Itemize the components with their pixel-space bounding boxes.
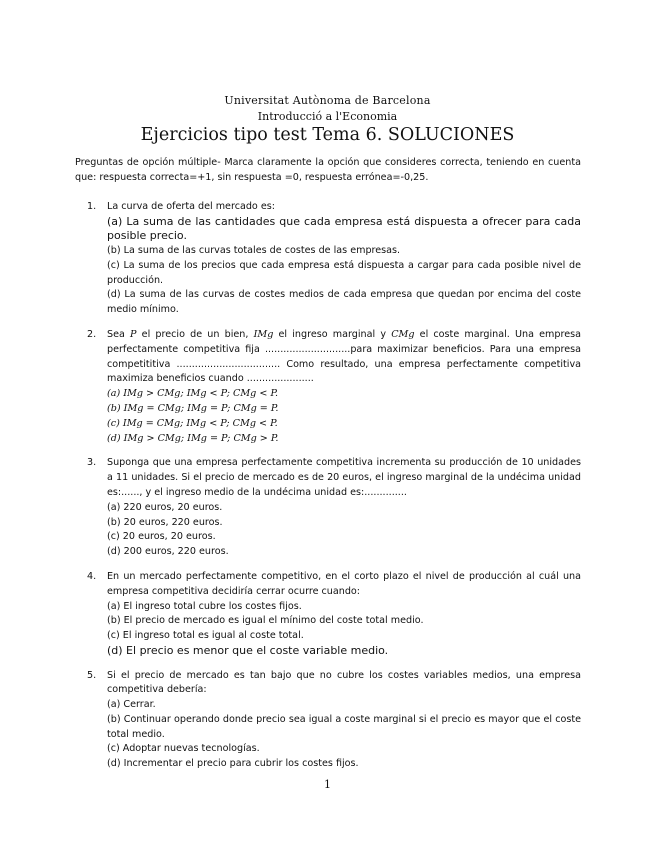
page-number: 1 xyxy=(324,778,331,791)
option-c: (c) 20 euros, 20 euros. xyxy=(107,531,216,543)
math-symbol: CMg xyxy=(391,328,415,340)
question-stem: Si el precio de mercado es tan bajo que no cubre los costes variables medios, una empresa competitiva debería: xyxy=(107,669,581,696)
stem-text: el precio de un bien, xyxy=(136,328,254,340)
question-stem: Suponga que una empresa perfectamente competitiva incrementa su producción de 10 unidades a 11 unidades. Si el precio de mercado es de 20 euros, el ingreso marginal de la undécima unidad es:......, y el ingreso medio de la undécima unidad es:.............. xyxy=(107,457,581,498)
math-symbol: P xyxy=(130,328,137,340)
university-name: Universitat Autònoma de Barcelona xyxy=(224,94,431,107)
option-b: (b) 20 euros, 220 euros. xyxy=(107,516,223,528)
course-name: Introducció a l'Economia xyxy=(257,110,398,123)
question-stem xyxy=(107,328,581,387)
option-a: (a) 220 euros, 20 euros. xyxy=(107,501,223,513)
option-d: (d) 200 euros, 220 euros. xyxy=(107,546,229,558)
option-a: (a) El ingreso total cubre los costes fijos. xyxy=(107,600,302,612)
option-a: (a) IMg > CMg; IMg < P; CMg < P. xyxy=(107,388,279,400)
question-1 xyxy=(75,200,581,318)
question-5 xyxy=(75,669,581,773)
question-list xyxy=(75,200,581,782)
option-a: (a) Cerrar. xyxy=(107,699,156,711)
option-d: (d) IMg > CMg; IMg = P; CMg > P. xyxy=(107,432,279,444)
stem-text: Sea xyxy=(107,328,131,340)
question-3 xyxy=(75,456,581,560)
option-b: (b) El precio de mercado es igual el mínimo del coste total medio. xyxy=(107,615,424,627)
option-c: (c) IMg = CMg; IMg < P; CMg < P. xyxy=(107,417,278,429)
question-stem: En un mercado perfectamente competitivo, en el corto plazo el nivel de producción al cuál una empresa competitiva decidiría cerrar ocurre cuando: xyxy=(107,570,581,597)
option-c: (c) El ingreso total es igual al coste total. xyxy=(107,630,304,642)
option-c: (c) La suma de los precios que cada empresa está dispuesta a cargar para cada posible nivel de producción. xyxy=(107,259,581,286)
question-stem: La curva de oferta del mercado es: xyxy=(107,201,275,212)
page-title: Ejercicios tipo test Tema 6. SOLUCIONES xyxy=(140,125,515,145)
option-c: (c) Adoptar nuevas tecnologías. xyxy=(107,743,260,755)
option-d: (d) Incrementar el precio para cubrir los costes fijos. xyxy=(107,758,359,770)
option-a: (a) La suma de las cantidades que cada empresa está dispuesta a ofrecer para cada posible precio. xyxy=(107,214,581,243)
option-b: (b) Continuar operando donde precio sea igual a coste marginal si el precio es mayor que el coste total medio. xyxy=(107,713,581,740)
option-b: (b) IMg = CMg; IMg = P; CMg = P. xyxy=(107,402,279,414)
option-b: (b) La suma de las curvas totales de costes de las empresas. xyxy=(107,244,401,256)
option-d: (d) El precio es menor que el coste variable medio. xyxy=(107,643,389,657)
question-4 xyxy=(75,570,581,659)
stem-text: el ingreso marginal y xyxy=(273,328,392,340)
stem-text: el coste marginal. Una empresa perfectamente competitiva fija ............................para maximizar beneficios. Para una empresa competititiva .................................. Como resultado, una empresa perfectamente competitiva maximiza beneficios cuando ...................... xyxy=(107,328,581,385)
math-symbol: IMg xyxy=(253,328,274,340)
question-number: 3. xyxy=(87,457,97,469)
option-d: (d) La suma de las curvas de costes medios de cada empresa que quedan por encima del coste medio mínimo. xyxy=(107,289,581,316)
question-number: 2. xyxy=(87,328,97,340)
document-header xyxy=(0,94,655,146)
question-2 xyxy=(75,328,581,446)
question-number: 4. xyxy=(87,570,97,582)
instructions-paragraph: Preguntas de opción múltiple- Marca claramente la opción que consideres correcta, teniendo en cuenta que: respuesta correcta=+1, sin respuesta =0, respuesta errónea=-0,25. xyxy=(75,157,581,183)
question-number: 1. xyxy=(87,201,97,212)
question-number: 5. xyxy=(87,669,97,681)
